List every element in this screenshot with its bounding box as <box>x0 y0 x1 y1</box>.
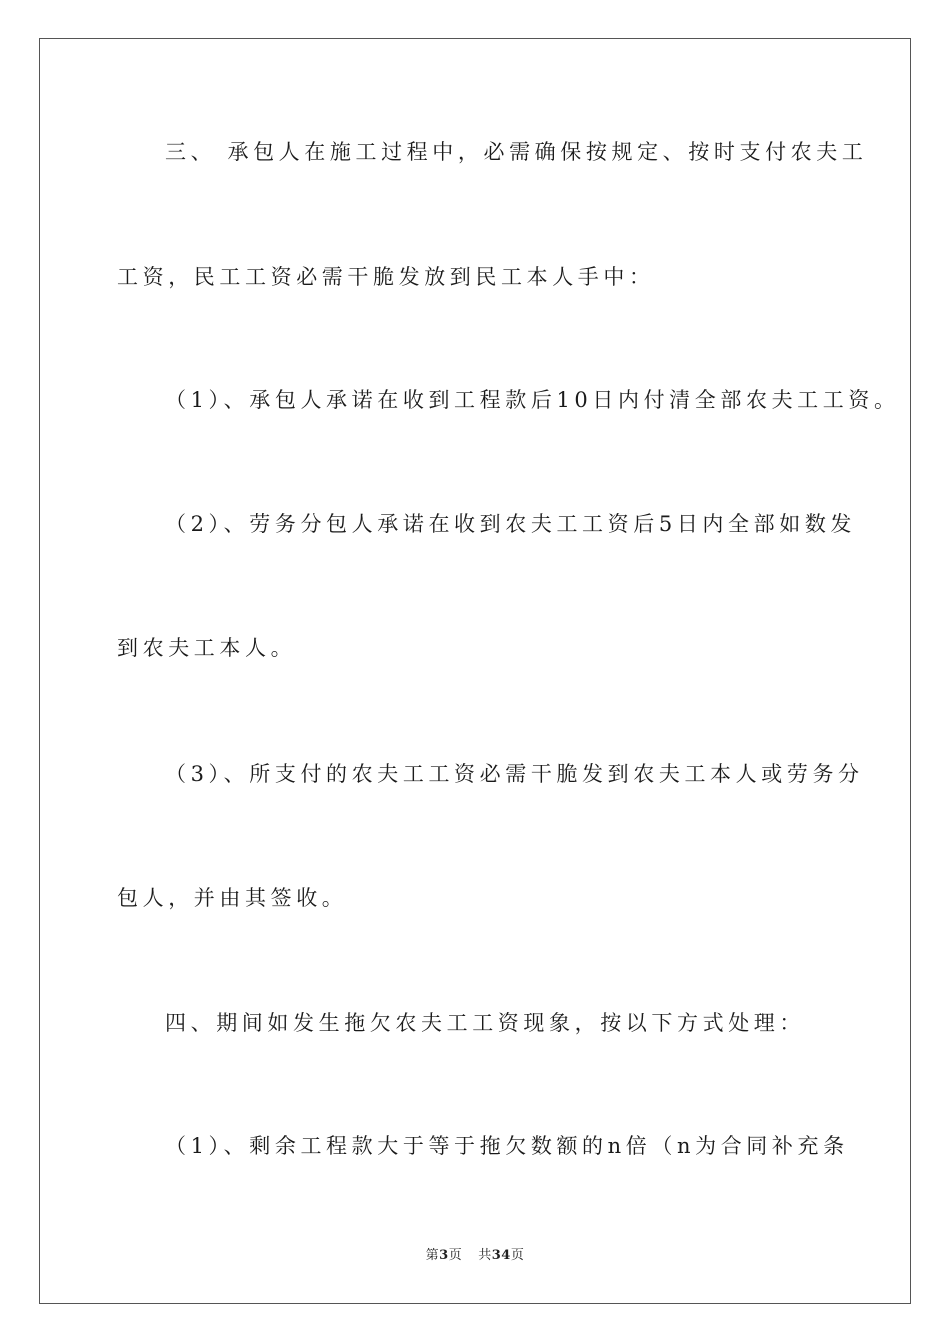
footer-total-prefix: 共 <box>478 1248 492 1263</box>
paragraph-line-9: （1）、剩余工程款大于等于拖欠数额的n倍（n为合同补充条 <box>165 1134 849 1158</box>
footer-total-pages: 34 <box>491 1248 511 1263</box>
paragraph-line-8: 四、期间如发生拖欠农夫工工资现象，按以下方式处理： <box>165 1011 805 1035</box>
paragraph-line-5: 到农夫工本人。 <box>117 636 297 660</box>
paragraph-line-4: （2）、劳务分包人承诺在收到农夫工工资后5日内全部如数发 <box>165 512 857 536</box>
footer-page-number: 3 <box>439 1248 449 1263</box>
paragraph-line-3: （1）、承包人承诺在收到工程款后10日内付清全部农夫工工资。 <box>165 388 900 412</box>
footer-page-prefix: 第 <box>425 1248 440 1263</box>
page-border <box>39 38 911 1304</box>
paragraph-line-7: 包人，并由其签收。 <box>117 886 348 910</box>
paragraph-line-2: 工资，民工工资必需干脆发放到民工本人手中： <box>117 265 655 289</box>
paragraph-line-6: （3）、所支付的农夫工工资必需干脆发到农夫工本人或劳务分 <box>165 762 864 786</box>
paragraph-line-1: 三、 承包人在施工过程中，必需确保按规定、按时支付农夫工 <box>165 140 868 164</box>
footer-total-suffix: 页 <box>510 1248 525 1263</box>
footer-page-suffix: 页 <box>448 1248 463 1263</box>
page-footer <box>0 1244 950 1263</box>
